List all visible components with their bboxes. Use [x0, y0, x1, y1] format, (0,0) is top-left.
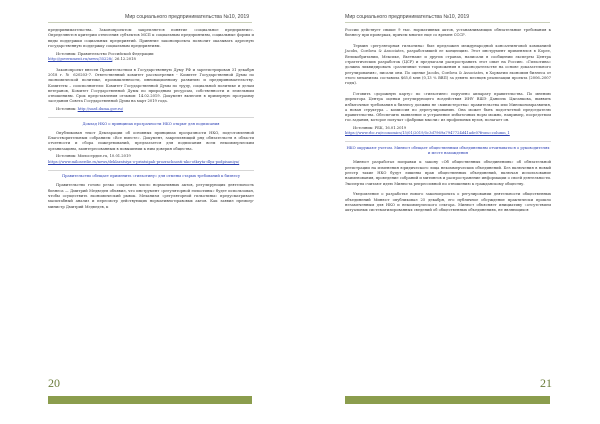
left-footer-bar — [48, 396, 252, 404]
left-page-number: 20 — [48, 376, 60, 390]
left-article2-source — [48, 107, 254, 112]
left-article3-heading: Доклад НКО о принципах прозрачности НКО открыт для подписания — [82, 121, 220, 126]
left-article1-body: предпринимательства. Законопроектом закрепляется понятие «социальное предприятие». Определяются критерии отнесения субъектов МСП к социальным предприятиям, социальные формы и виды поддержки социальных предприятий. Принятие законопроекта позволит оказывать адресную государственную поддержку социальным предприятиям. — [48, 28, 254, 48]
source-link[interactable]: http://government.ru/news/35228/ — [48, 56, 113, 61]
source-label: Источник: Правительство Российской Федерации — [56, 51, 154, 56]
left-article4-body: Правительство готово резко сократить число нормативных актов, регулирующих деятельность бизнеса — Дмитрий Медведев объявил, что инструмент «регуляторной гильотины» будет использован, чтобы осуществить экономический рывок. Механизм «регуляторной гильотины» предусматривает масштабный анализ и пересмотр действующих нормативно-правовых актов. Как заявил премьер-министр Дмитрий Медведев, к — [48, 183, 254, 209]
right-article1-body: России действует свыше 9 тыс. нормативных актов, устанавливающих обязательные требования к бизнесу при проверках, причем многие еще со времен СССР. — [345, 28, 551, 38]
left-article4-heading: Правительство обещает применить «гильотину» для отмены старых требований к бизнесу — [61, 174, 241, 179]
right-footer-bar — [345, 396, 550, 404]
right-article2-body2: Уведомление о разработке нового законопроекта о регулировании деятельности общественных объединений Минюст опубликовал 25 декабря, его публичное обсуждение практически прошло незамеченным для НКО и некоммерческого сектора. Минюст объясняет инициативу «отсутствием актуальных систематизированных сведений об общественных объединениях, не являющихся — [345, 192, 551, 213]
source-link[interactable]: http://sozd.duma.gov.ru/ — [77, 107, 124, 112]
right-page-number: 21 — [540, 376, 552, 390]
left-article1-source — [48, 52, 254, 63]
right-article1-source — [345, 126, 551, 137]
right-header-rule — [345, 22, 550, 23]
right-running-header: Мир социального предпринимательства №10, 2019 — [345, 14, 470, 20]
right-article2-body: Минюст разработал поправки к закону «Об общественных объединениях» об обязательной регистрации на изменения юридического лица некоммерческих объединений. Без включения в новый реестр такие НКО будут лишены прав общественных объединений, включая использование наименования, проведение собраний и митингов и распространение информации о своей деятельности. Эксперты считают идею Минюста репрессивной по отношению к гражданскому обществу. — [345, 160, 551, 186]
left-header-rule — [48, 22, 252, 23]
right-article2-heading: НКО окружают учетом. Минюст обещает общественным объединениям отчитываться о руководителях и месте нахождения — [346, 145, 550, 156]
source-label: Источник: Милосердие.ru, 10.01.2019 — [56, 154, 131, 159]
source-date: , 26.12.2018 — [112, 56, 136, 61]
right-text-column — [345, 28, 551, 216]
source-link[interactable]: https://www.rbc.ru/economics/15/01/2019/5c3d7969a7947724d41ade0?from=column_1 — [345, 131, 510, 136]
section-divider — [345, 141, 551, 142]
right-article1-body3: Готовить «дорожную карту» по «гильотине» поручено аппарату правительства. По мнению директора Центра оценки регулирующего воздействия ИНУ ВШЭ Даниэль Цыганкова, выявить избыточные требования к бизнесу должны не «министерства» правительства или Минэкономразвития, а новая структура – комиссия по дерегулированию. Она может быть подотчетной председателю правительства. Обеспечить выявление и устранение избыточных норм можно, например, посредством гос.задания, которое получат «фабрики мысли» из профильных вузов, полагает он. — [345, 91, 551, 123]
section-divider — [48, 117, 254, 118]
source-label: Источник: РБК, 16.01.2019 — [353, 126, 407, 131]
left-running-header: Мир социального предпринимательства №10, 2019 — [125, 14, 250, 20]
right-article1-body2: Термин «регуляторная гильотина» был предложен международной консалтинговой компанией Jacobs, Cordova & Associates, разработавшей ее концепцию. Этот инструмент применялся в Корее, Великобритании, Мексике, Вьетнаме и других странах, написали в сообщении эксперты Центра стратегических разработок (ЦСР) и предлагали распространить этот опыт на Россию. «Гильотина» должна ликвидировать «различные точки торможения в законодательстве на основе доказательного регулирования», писали они. По оценке Jacobs, Cordova & Associates, в Хорватии экономия бизнеса от этого механизма составила $65,6 млн (0,13 % ВВП) за девять месяцев реализации проекта (2006–2007 годы). — [345, 44, 551, 86]
left-article3-source — [48, 154, 254, 165]
right-page — [300, 0, 600, 424]
section-divider — [48, 170, 254, 171]
left-text-column — [48, 28, 254, 212]
left-article3-body: Опубликован текст Декларации об основных принципах прозрачности НКО, подготовленной Благотворительным собранием «Все вместе». Документ, закрепляющий ряд обязательств в области отчетности и сбора пожертвований, предлагается для подписания всем некоммерческим организациям, заинтересованным в повышении к ним доверия общества. — [48, 130, 254, 151]
source-label: Источник: — [56, 107, 77, 112]
source-link[interactable]: https://www.miloserdie.ru/news/deklaratsiya-o-printsipah-prozrachnosti-nko-otkryta-dlya-podpisaniya/ — [48, 159, 240, 164]
left-article2-body: Законопроект внесен Правительством в Государственную Думу РФ и зарегистрирован 31 декабря 2018 г. № 620203-7. Ответственный комитет рассмотрения - Комитет Государственной Думы по экономической политике, промышленности, инновационному развитию и предпринимательству. Комитеты – соисполнители: Комитет Государственной Думы по труду, социальной политике и делам ветеранов, Комитет Государственной Думы по природным ресурсам, собственности и земельным отношениям. Срок представления отзывов: 14.02.2019. Документ включен в примерную программу заседания Совета Государственной Думы на март 2019 года. — [48, 67, 254, 104]
